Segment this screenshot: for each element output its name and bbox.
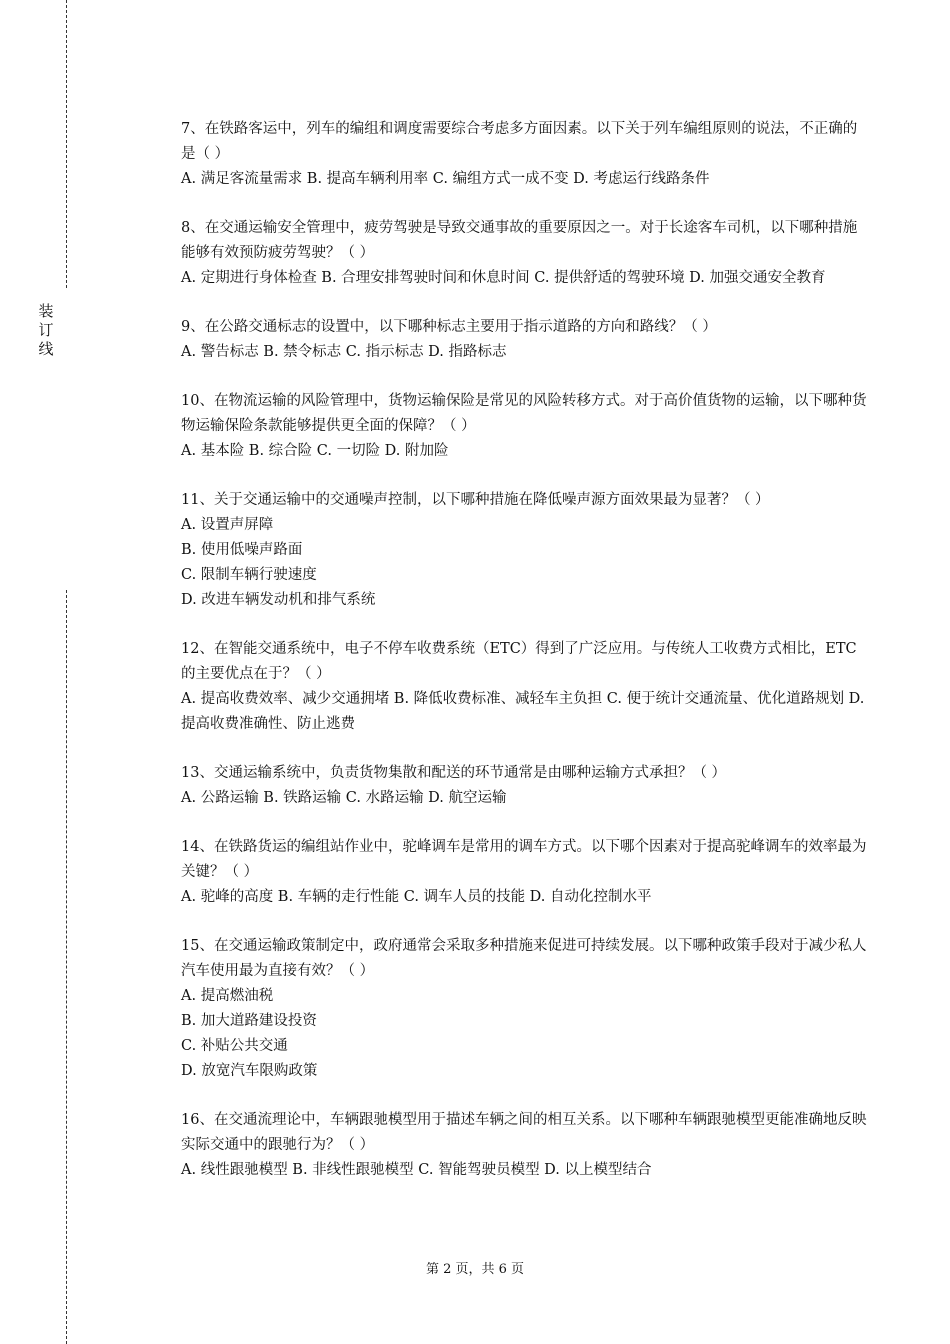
- option-d: D. 放宽汽车限购政策: [181, 1063, 318, 1079]
- option-b: B. 加大道路建设投资: [181, 1013, 317, 1029]
- question-options: A. 警告标志 B. 禁令标志 C. 指示标志 D. 指路标志: [181, 344, 507, 360]
- question-7: [181, 117, 871, 192]
- option-c: C. 限制车辆行驶速度: [181, 567, 317, 583]
- binding-label: [36, 302, 56, 359]
- question-stem: 14、在铁路货运的编组站作业中，驼峰调车是常用的调车方式。以下哪个因素对于提高驼峰调车的效率最为关键？（ ）: [181, 839, 867, 880]
- question-11: [181, 488, 871, 613]
- question-13: [181, 761, 871, 811]
- option-b: B. 使用低噪声路面: [181, 542, 303, 558]
- question-12: [181, 637, 871, 737]
- question-16: [181, 1108, 871, 1183]
- option-d: D. 改进车辆发动机和排气系统: [181, 592, 376, 608]
- question-stem: 8、在交通运输安全管理中，疲劳驾驶是导致交通事故的重要原因之一。对于长途客车司机，以下哪种措施能够有效预防疲劳驾驶？（ ）: [181, 220, 858, 261]
- binding-line-bottom: [66, 590, 67, 1344]
- binding-line-top: [66, 0, 67, 288]
- question-list: [181, 117, 871, 1207]
- question-stem: 7、在铁路客运中，列车的编组和调度需要综合考虑多方面因素。以下关于列车编组原则的说法，不正确的是（ ）: [181, 121, 858, 162]
- question-options: A. 线性跟驰模型 B. 非线性跟驰模型 C. 智能驾驶员模型 D. 以上模型结合: [181, 1162, 652, 1178]
- question-stem: 9、在公路交通标志的设置中，以下哪种标志主要用于指示道路的方向和路线？（ ）: [181, 319, 717, 335]
- option-c: C. 补贴公共交通: [181, 1038, 288, 1054]
- question-options: A. 公路运输 B. 铁路运输 C. 水路运输 D. 航空运输: [181, 790, 507, 806]
- question-stem: 10、在物流运输的风险管理中，货物运输保险是常见的风险转移方式。对于高价值货物的运输，以下哪种货物运输保险条款能够提供更全面的保障？（ ）: [181, 393, 867, 434]
- question-stem: 12、在智能交通系统中，电子不停车收费系统（ETC）得到了广泛应用。与传统人工收费方式相比，ETC 的主要优点在于？（ ）: [181, 641, 857, 682]
- option-a: A. 提高燃油税: [181, 988, 274, 1004]
- question-stem: 16、在交通流理论中，车辆跟驰模型用于描述车辆之间的相互关系。以下哪种车辆跟驰模型更能准确地反映实际交通中的跟驰行为？（ ）: [181, 1112, 867, 1153]
- question-stem: 15、在交通运输政策制定中，政府通常会采取多种措施来促进可持续发展。以下哪种政策手段对于减少私人汽车使用最为直接有效？（ ）: [181, 938, 867, 979]
- question-stem: 11、关于交通运输中的交通噪声控制，以下哪种措施在降低噪声源方面效果最为显著？（ ）: [181, 492, 770, 508]
- question-options: A. 提高收费效率、减少交通拥堵 B. 降低收费标准、减轻车主负担 C. 便于统计交通流量、优化道路规划 D. 提高收费准确性、防止逃费: [181, 691, 865, 732]
- page-number: 第 2 页，共 6 页: [425, 1262, 525, 1277]
- question-15: [181, 934, 871, 1084]
- question-stem: 13、交通运输系统中，负责货物集散和配送的环节通常是由哪种运输方式承担？（ ）: [181, 765, 727, 781]
- question-options: A. 满足客流量需求 B. 提高车辆利用率 C. 编组方式一成不变 D. 考虑运行线路条件: [181, 171, 710, 187]
- question-options: A. 驼峰的高度 B. 车辆的走行性能 C. 调车人员的技能 D. 自动化控制水平: [181, 889, 652, 905]
- binding-char: 订: [38, 321, 54, 339]
- question-9: [181, 315, 871, 365]
- question-8: [181, 216, 871, 291]
- question-10: [181, 389, 871, 464]
- question-options: A. 基本险 B. 综合险 C. 一切险 D. 附加险: [181, 443, 449, 459]
- option-a: A. 设置声屏障: [181, 517, 274, 533]
- question-14: [181, 835, 871, 910]
- binding-char: 装: [38, 302, 54, 320]
- binding-char: 线: [38, 340, 54, 358]
- question-options: A. 定期进行身体检查 B. 合理安排驾驶时间和休息时间 C. 提供舒适的驾驶环境 D. 加强交通安全教育: [181, 270, 826, 286]
